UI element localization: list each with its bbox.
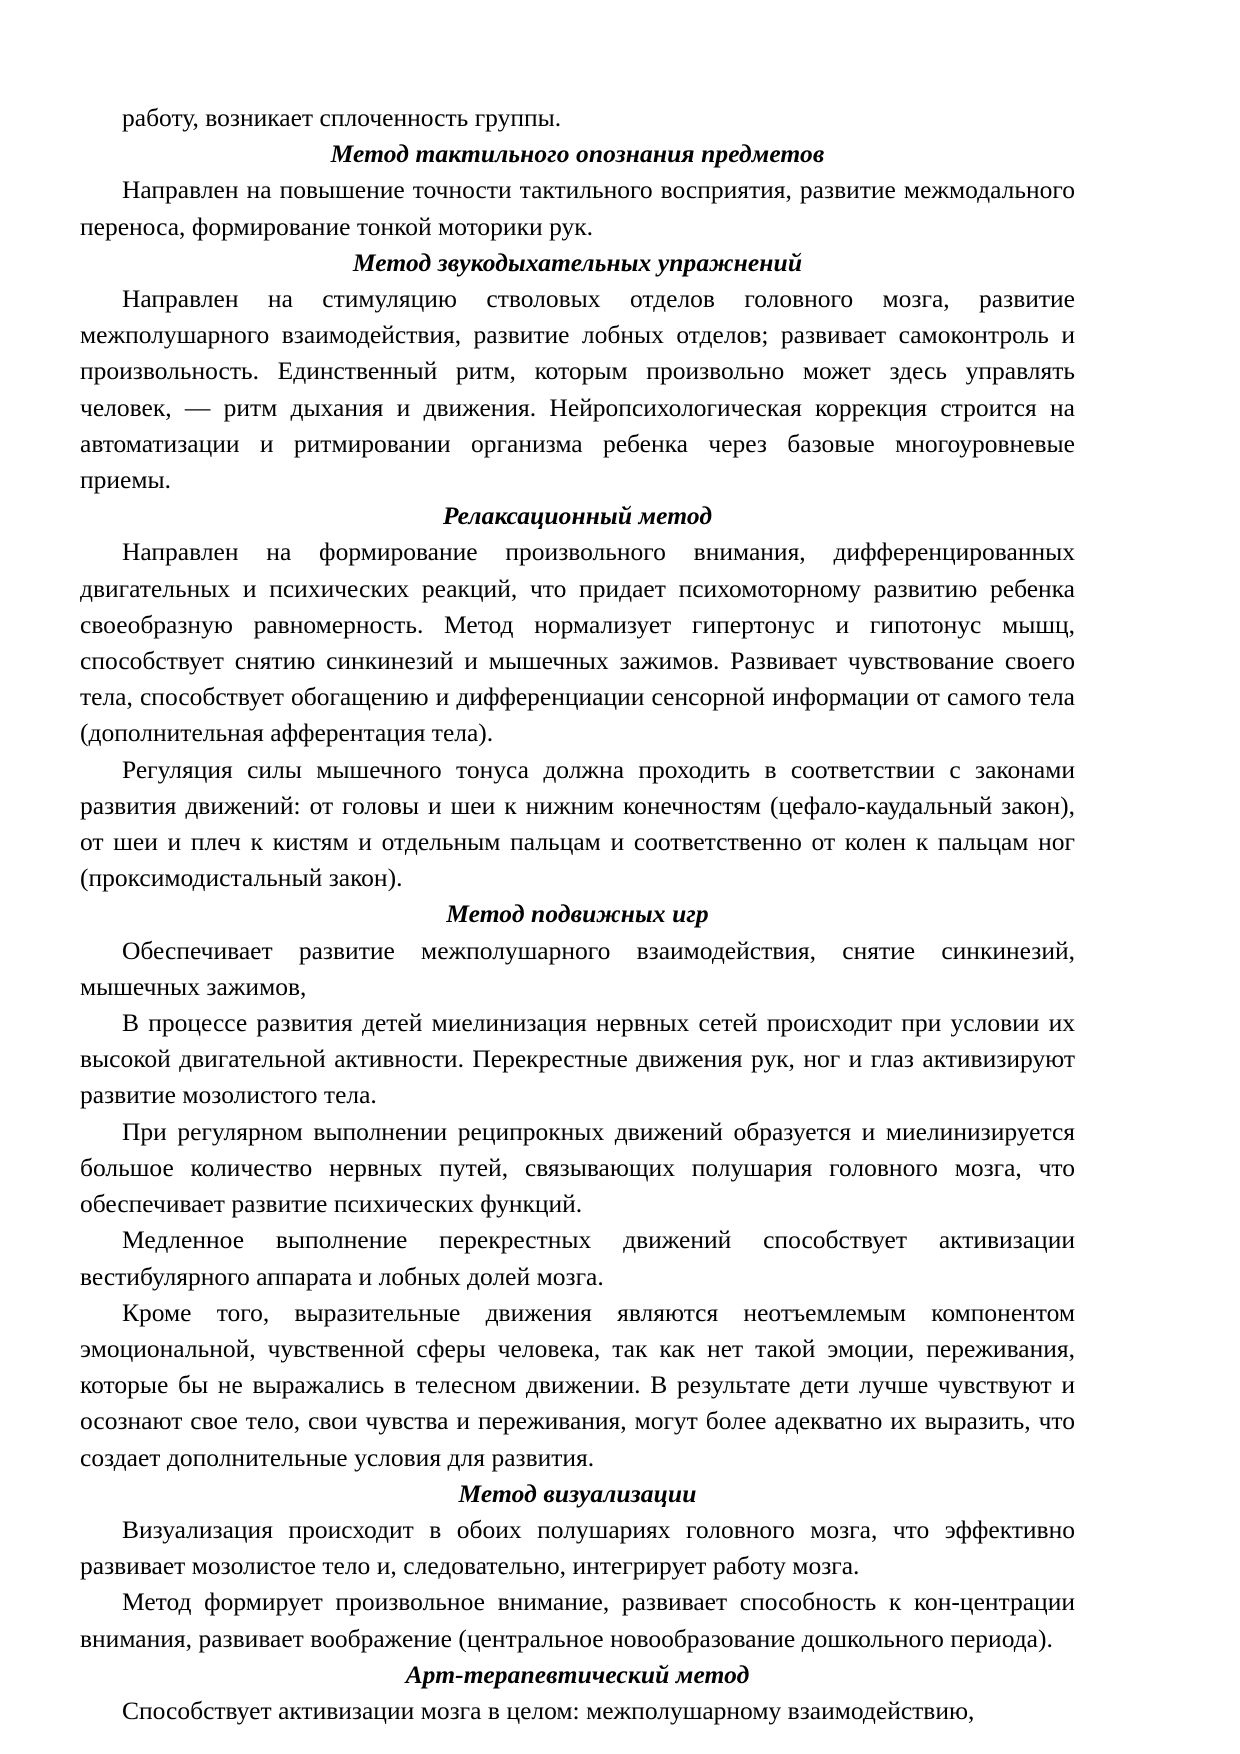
paragraph-expressive-movements: Кроме того, выразительные движения являются неотъемлемым компонентом эмоциональной, чувственной сферы человека, так как нет такой эмоции, переживания, которые бы не выражались в телесном движении. В результате дети лучше чувствуют и осознают свое тело, свои чувства и переживания, могут более адекватно их выразить, что создает дополнительные условия для развития.: [80, 1297, 1075, 1472]
paragraph-slow-crossed-movements: Медленное выполнение перекрестных движений способствует активизации вестибулярного аппарата и лобных долей мозга.: [80, 1225, 1075, 1291]
paragraph-relaxation-description: Направлен на формирование произвольного внимания, дифференцированных двигательных и психических реакций, что придает психомоторному развитию ребенка своеобразную равномерность. Метод нормализует гипертонус и гипотонус мышц, способствует снятию синкинезий и мышечных зажимов. Развивает чувствование своего тела, способствует обогащению и дифференциации сенсорной информации от самого тела (дополнительная афферентация тела).: [80, 537, 1075, 748]
paragraph-visualization-description: Визуализация происходит в обоих полушариях головного мозга, что эффективно развивает мозолистое тело и, следовательно, интегрирует работу мозга.: [80, 1514, 1075, 1581]
heading-visualization-method: Метод визуализации: [458, 1478, 697, 1508]
document-text-body: [80, 100, 1075, 1729]
paragraph-active-games-intro: Обеспечивает развитие межполушарного взаимодействия, снятие синкинезий, мышечных зажимов,: [80, 935, 1075, 1001]
paragraph-continuation: работу, возникает сплоченность группы.: [122, 103, 562, 132]
heading-art-therapy-method: Арт-терапевтический метод: [405, 1659, 750, 1689]
paragraph-myelination: В процессе развития детей миелинизация нервных сетей происходит при условии их высокой двигательной активности. Перекрестные движения рук, ног и глаз активизируют развитие мозолистого тела.: [80, 1008, 1075, 1110]
heading-relaxation-method: Релаксационный метод: [442, 501, 713, 531]
paragraph-art-therapy-description: Способствует активизации мозга в целом: межполушарному взаимодействию,: [122, 1695, 975, 1725]
paragraph-visualization-attention: Метод формирует произвольное внимание, развивает способность к кон-центрации внимания, развивает воображение (центральное новообразование дошкольного периода).: [80, 1587, 1075, 1653]
heading-sound-breathing-method: Метод звукодыхательных упражнений: [352, 247, 803, 277]
heading-active-games-method: Метод подвижных игр: [446, 899, 709, 929]
paragraph-sound-breathing-description: Направлен на стимуляцию стволовых отделов головного мозга, развитие межполушарного взаимодействия, развитие лобных отделов; развивает самоконтроль и произвольность. Единственный ритм, которым произвольно может здесь управлять человек, — ритм дыхания и движения. Нейропсихологическая коррекция строится на автоматизации и ритмировании организма ребенка через базовые многоуровневые приемы.: [80, 284, 1075, 495]
heading-tactile-recognition-method: Метод тактильного опознания предметов: [330, 139, 825, 169]
paragraph-reciprocal-movements: При регулярном выполнении реципрокных движений образуется и миелинизируется большое количество нервных путей, связывающих полушария головного мозга, что обеспечивает развитие психических функций.: [80, 1116, 1075, 1219]
paragraph-tactile-description: Направлен на повышение точности тактильного восприятия, развитие межмодального переноса, формирование тонкой моторики рук.: [80, 175, 1075, 241]
paragraph-muscle-tone-regulation: Регуляция силы мышечного тонуса должна проходить в соответствии с законами развития движений: от головы и шеи к нижним конечностям (цефало-каудальный закон), от шеи и плеч к кистям и отдельным пальцам и соответственно от колен к пальцам ног (проксимодистальный закон).: [80, 754, 1075, 893]
